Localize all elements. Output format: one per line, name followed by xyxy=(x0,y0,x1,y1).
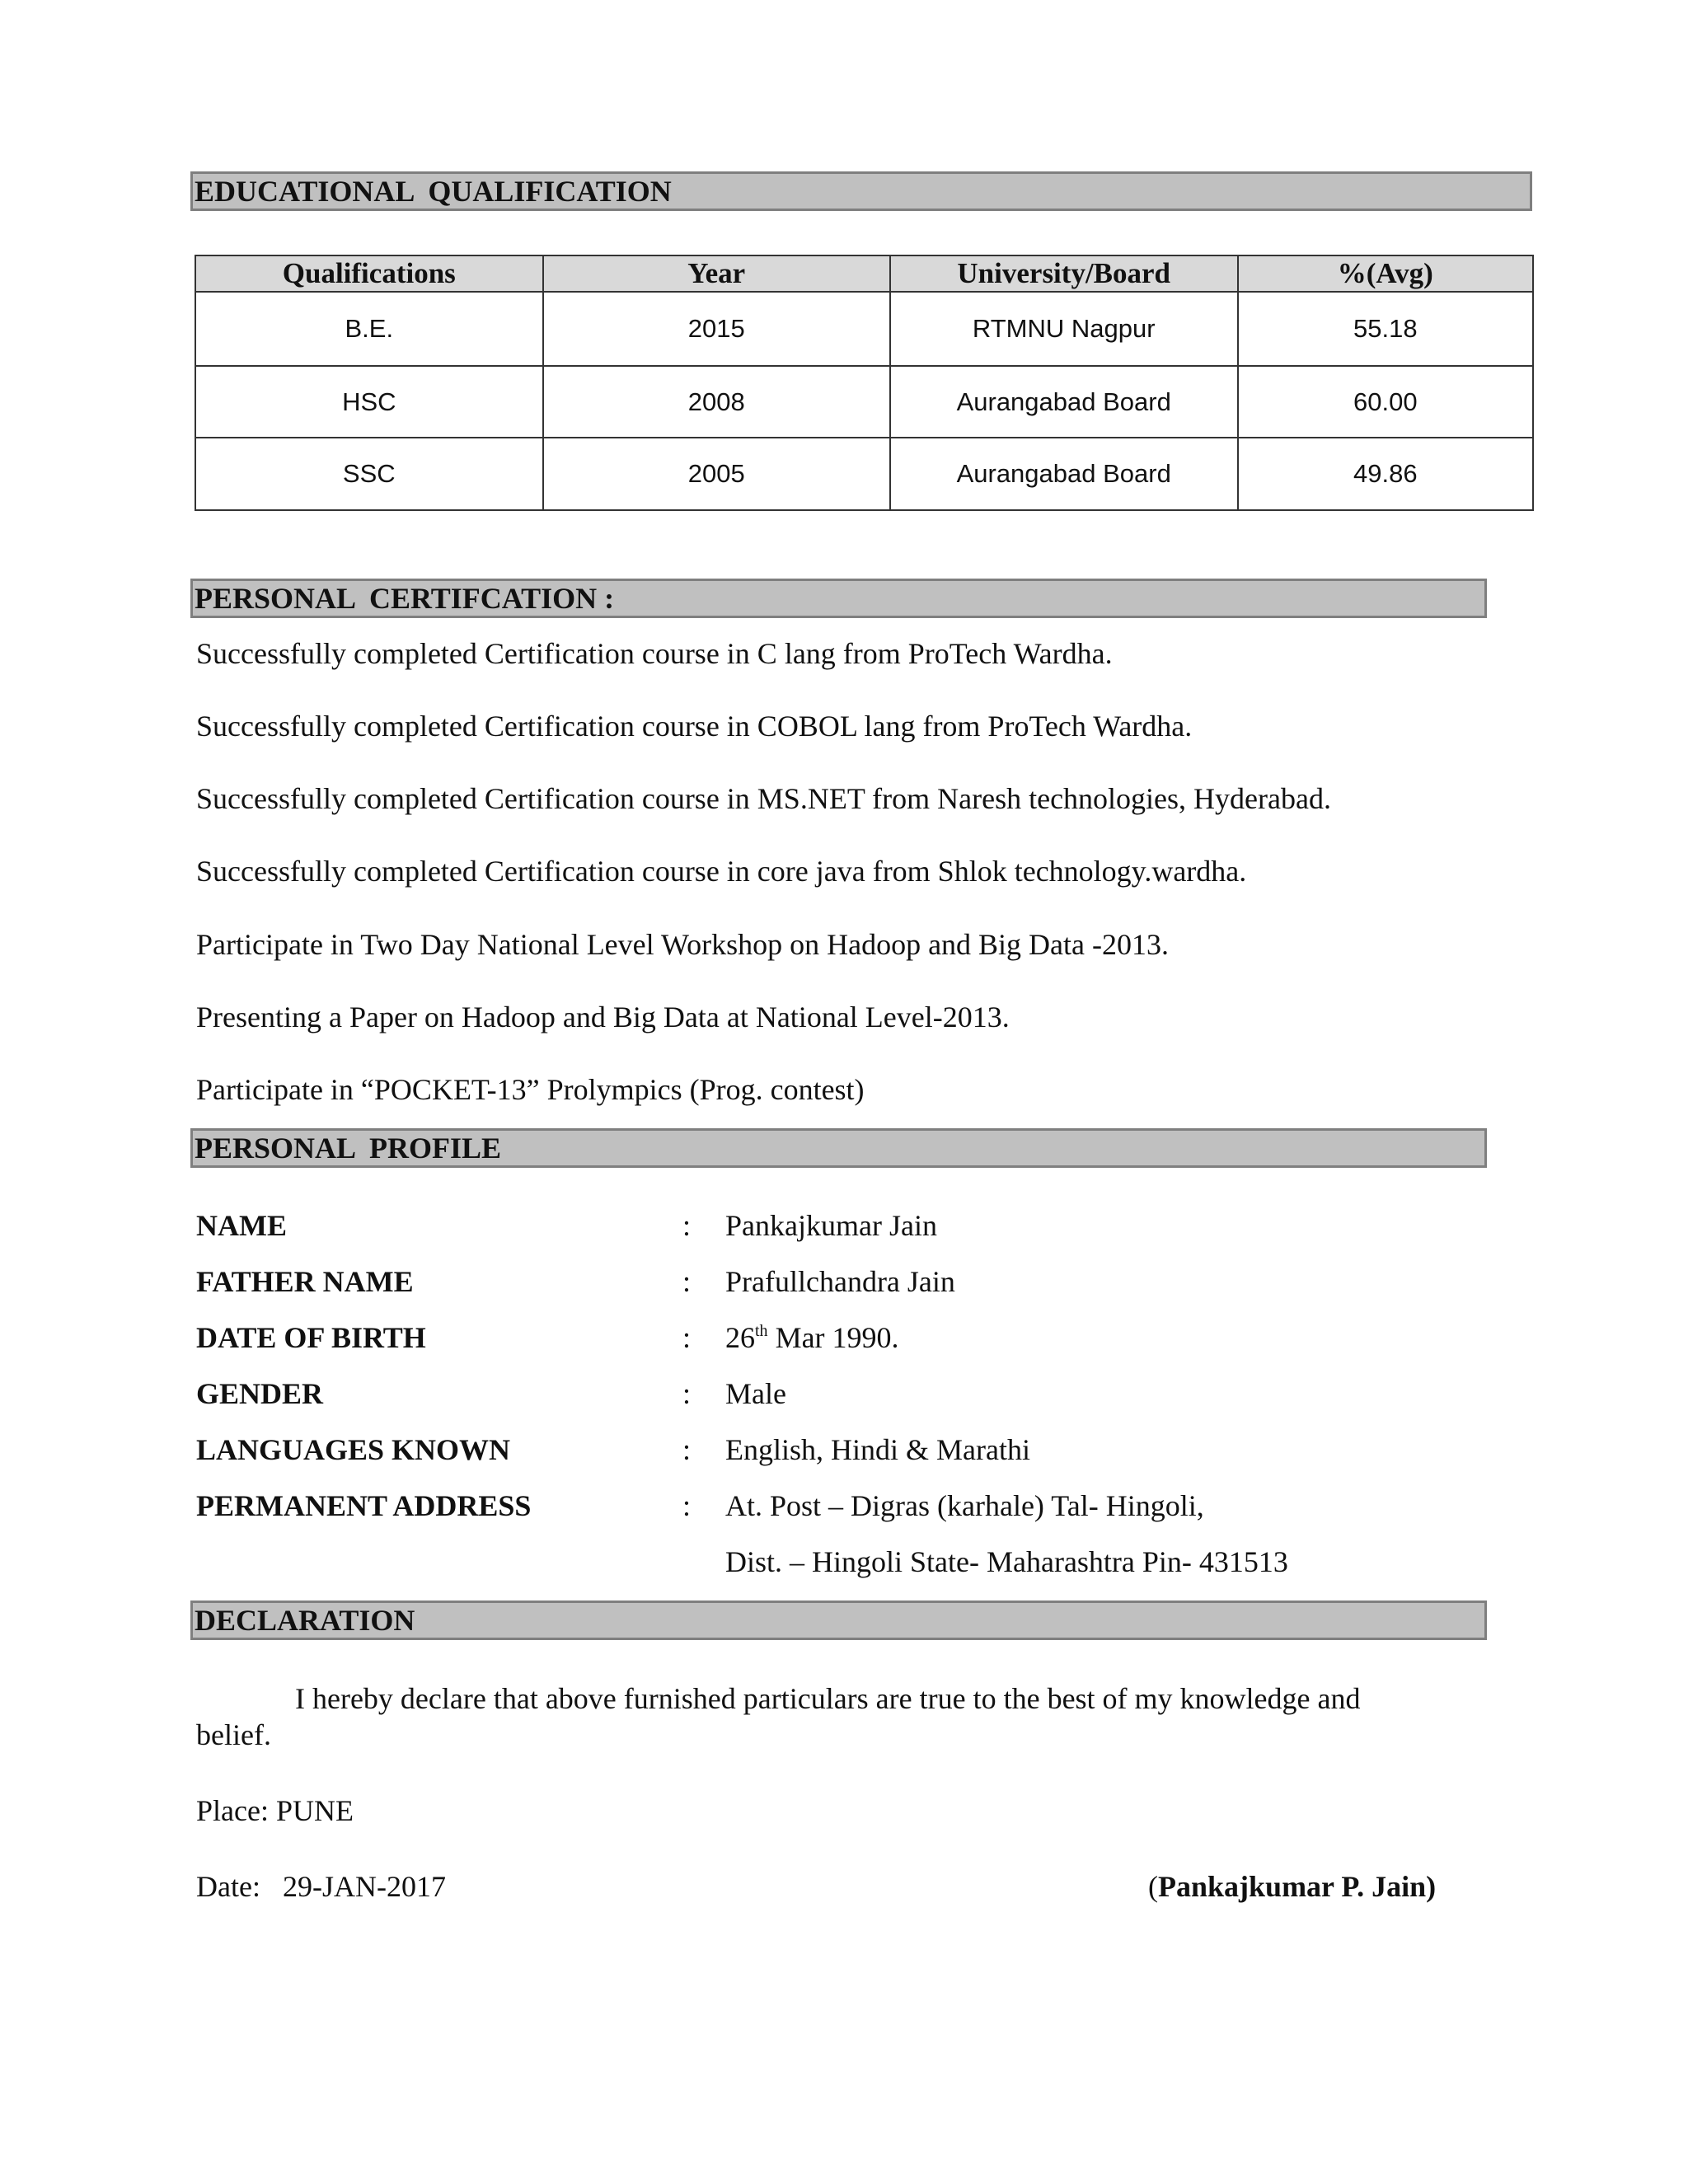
table-cell: SSC xyxy=(195,438,543,510)
profile-colon: : xyxy=(682,1209,692,1242)
table-cell: 2015 xyxy=(543,292,890,366)
table-row xyxy=(195,438,1533,510)
dob-rest: Mar 1990. xyxy=(767,1321,899,1354)
table-cell: 60.00 xyxy=(1238,366,1533,438)
table-cell: 2008 xyxy=(543,366,890,438)
table-cell: HSC xyxy=(195,366,543,438)
signature xyxy=(1148,1869,1436,1904)
profile-value: Dist. – Hingoli State- Maharashtra Pin- 431513 xyxy=(725,1545,1288,1578)
declaration-heading: DECLARATION xyxy=(190,1601,1487,1640)
certification-item: Successfully completed Certification course in C lang from ProTech Wardha. xyxy=(196,637,1113,670)
column-header: %(Avg) xyxy=(1238,255,1533,292)
profile-colon: : xyxy=(682,1489,692,1522)
column-header: Year xyxy=(543,255,890,292)
column-header: Qualifications xyxy=(195,255,543,292)
table-cell: 2005 xyxy=(543,438,890,510)
table-cell: RTMNU Nagpur xyxy=(890,292,1238,366)
certification-item: Participate in “POCKET-13” Prolympics (Prog. contest) xyxy=(196,1073,865,1106)
profile-colon: : xyxy=(682,1265,692,1298)
certification-item: Successfully completed Certification course in COBOL lang from ProTech Wardha. xyxy=(196,710,1193,743)
table-row xyxy=(195,366,1533,438)
profile-value: English, Hindi & Marathi xyxy=(725,1433,1030,1466)
declaration-text: belief. xyxy=(196,1718,271,1751)
table-cell: Aurangabad Board xyxy=(890,366,1238,438)
declaration-place: Place: PUNE xyxy=(196,1794,354,1827)
signature-name: Pankajkumar P. Jain) xyxy=(1158,1870,1437,1903)
column-header: University/Board xyxy=(890,255,1238,292)
profile-value: Prafullchandra Jain xyxy=(725,1265,955,1298)
table-header-row xyxy=(195,255,1533,292)
certification-heading: PERSONAL CERTIFCATION : xyxy=(190,579,1487,618)
date-value: 29-JAN-2017 xyxy=(282,1870,446,1903)
profile-label: LANGUAGES KNOWN xyxy=(196,1433,511,1466)
profile-label: NAME xyxy=(196,1209,287,1242)
signature-open: ( xyxy=(1148,1870,1158,1903)
profile-colon: : xyxy=(682,1377,692,1410)
profile-value: At. Post – Digras (karhale) Tal- Hingoli, xyxy=(725,1489,1204,1522)
dob-suffix: th xyxy=(755,1322,768,1340)
table-cell: B.E. xyxy=(195,292,543,366)
profile-label: GENDER xyxy=(196,1377,324,1410)
declaration-text: I hereby declare that above furnished particulars are true to the best of my knowledge and xyxy=(295,1682,1361,1715)
certification-item: Successfully completed Certification course in core java from Shlok technology.wardha. xyxy=(196,855,1247,888)
declaration-date xyxy=(196,1869,446,1904)
profile-label: DATE OF BIRTH xyxy=(196,1321,426,1354)
profile-colon: : xyxy=(682,1321,692,1354)
profile-label: PERMANENT ADDRESS xyxy=(196,1489,532,1522)
profile-value: Pankajkumar Jain xyxy=(725,1209,937,1242)
table-cell: 49.86 xyxy=(1238,438,1533,510)
certification-item: Successfully completed Certification course in MS.NET from Naresh technologies, Hyderabad. xyxy=(196,782,1331,815)
profile-label: FATHER NAME xyxy=(196,1265,414,1298)
table-cell: 55.18 xyxy=(1238,292,1533,366)
table-cell: Aurangabad Board xyxy=(890,438,1238,510)
education-table xyxy=(195,255,1534,511)
profile-heading: PERSONAL PROFILE xyxy=(190,1128,1487,1168)
profile-value xyxy=(725,1320,899,1355)
table-row xyxy=(195,292,1533,366)
profile-value: Male xyxy=(725,1377,786,1410)
certification-item: Presenting a Paper on Hadoop and Big Data at National Level-2013. xyxy=(196,1001,1010,1033)
education-heading: EDUCATIONAL QUALIFICATION xyxy=(190,171,1532,211)
date-label: Date: xyxy=(196,1870,260,1903)
certification-item: Participate in Two Day National Level Workshop on Hadoop and Big Data -2013. xyxy=(196,928,1170,961)
profile-colon: : xyxy=(682,1433,692,1466)
dob-day: 26 xyxy=(725,1321,755,1354)
